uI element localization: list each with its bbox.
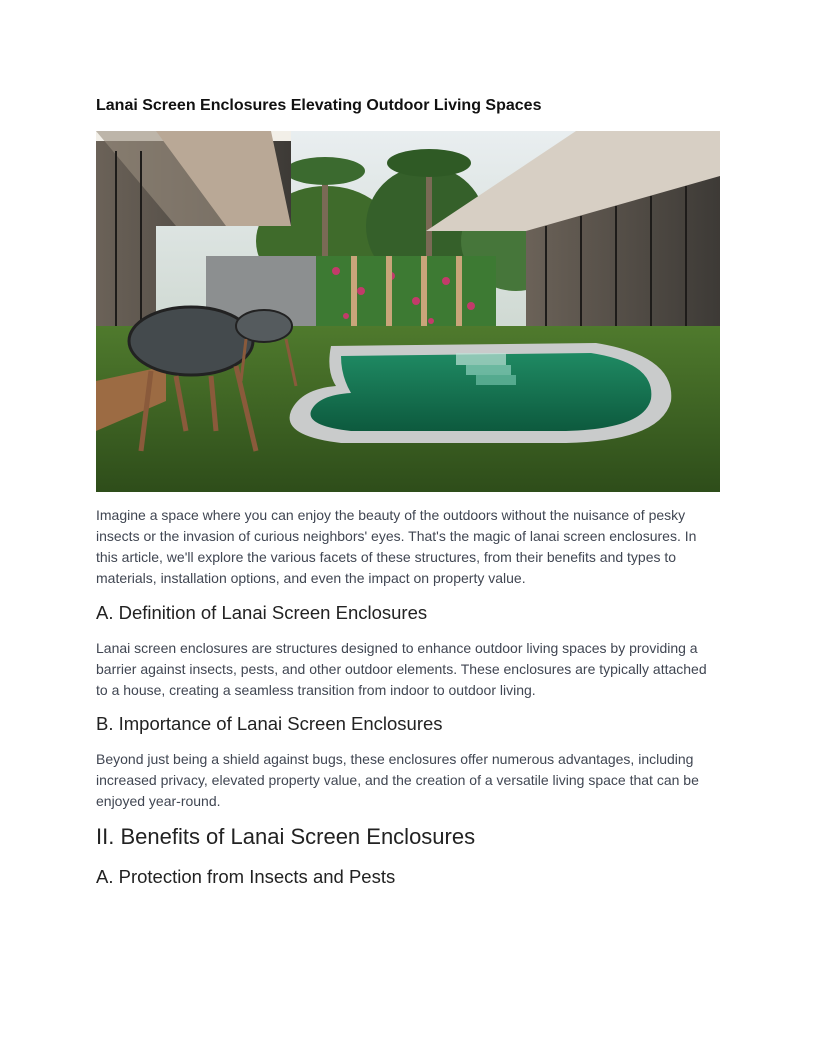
hero-image [96, 131, 720, 492]
section-b-paragraph: Beyond just being a shield against bugs, these enclosures offer numerous advantages, including increased privacy, elevated property value, and the creation of a versatile living space that can be enjoyed year-round. [96, 751, 699, 809]
section-ii-heading: II. Benefits of Lanai Screen Enclosures [96, 824, 476, 849]
section-a-paragraph: Lanai screen enclosures are structures designed to enhance outdoor living spaces by providing a barrier against insects, pests, and other outdoor elements. These enclosures are typically attached to a house, creating a seamless transition from indoor to outdoor living. [96, 640, 707, 698]
document-title: Lanai Screen Enclosures Elevating Outdoor Living Spaces [96, 97, 542, 114]
intro-paragraph: Imagine a space where you can enjoy the beauty of the outdoors without the nuisance of pesky insects or the invasion of curious neighbors' eyes. That's the magic of lanai screen enclosures. In this article, we'll explore the various facets of these structures, from their benefits and types to materials, installation options, and even the impact on property value. [96, 507, 697, 586]
section-a-heading: A. Definition of Lanai Screen Enclosures [96, 602, 428, 623]
section-b-heading: B. Importance of Lanai Screen Enclosures [96, 713, 443, 734]
section-ii-a-heading: A. Protection from Insects and Pests [96, 866, 396, 887]
photo-courtyard-pool-icon [96, 131, 720, 492]
